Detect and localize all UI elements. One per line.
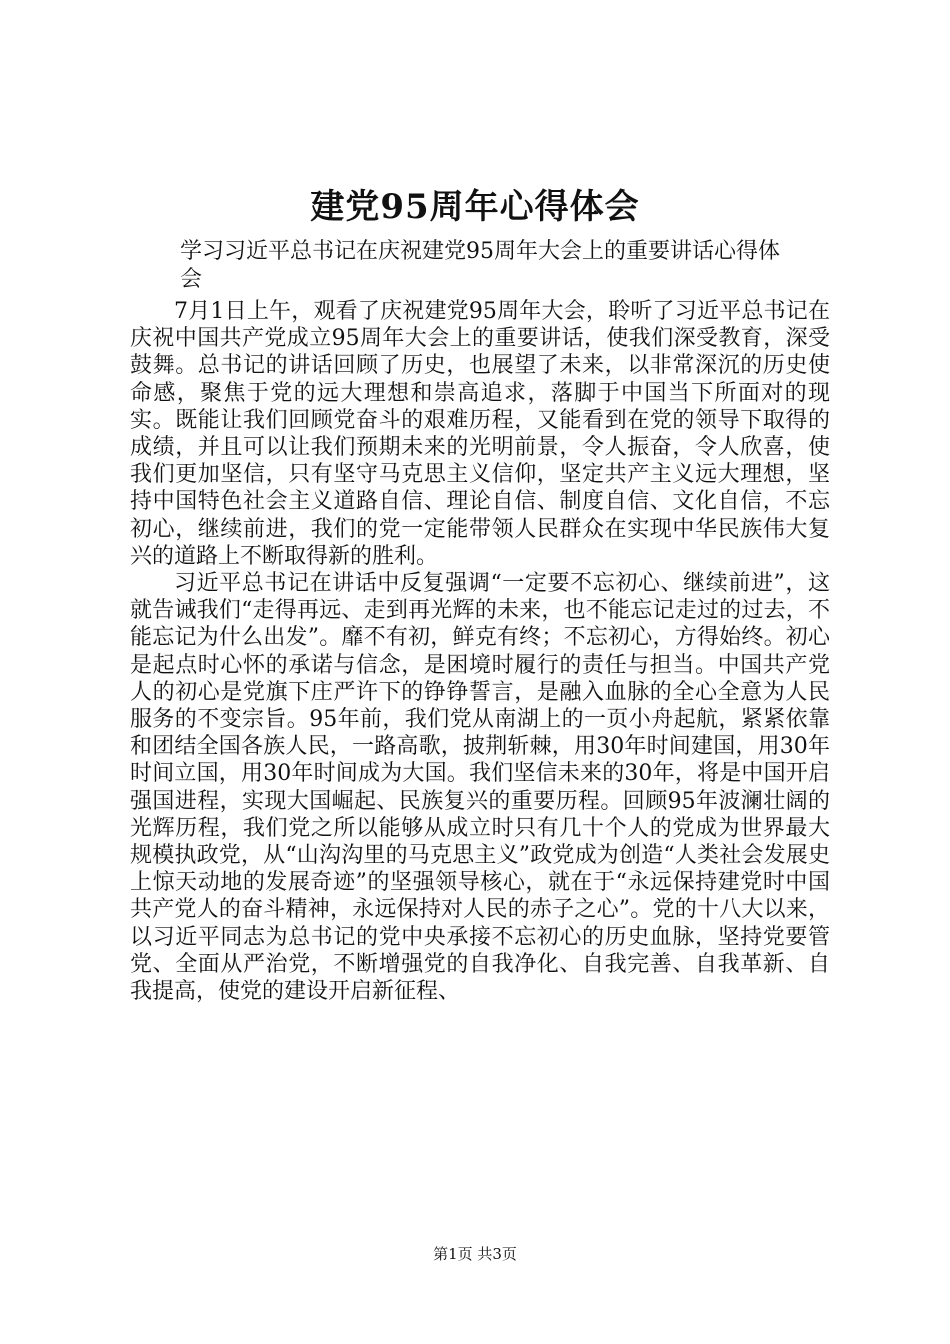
paragraph: 7月1日上午，观看了庆祝建党95周年大会，聆听了习近平总书记在庆祝中国共产党成立95周年大会上的重要讲话，使我们深受教育，深受鼓舞。总书记的讲话回顾了历史，也展望了未来，以非常深沉的历史使命感，聚焦于党的远大理想和崇高追求，落脚于中国当下所面对的现实。既能让我们回顾党奋斗的艰难历程，又能看到在党的领导下取得的成绩，并且可以让我们预期未来的光明前景，令人振奋，令人欣喜，使我们更加坚信，只有坚守马克思主义信仰，坚定共产主义远大理想，坚持中国特色社会主义道路自信、理论自信、制度自信、文化自信，不忘初心，继续前进，我们的党一定能带领人民群众在实现中华民族伟大复兴的道路上不断取得新的胜利。 bbox=[130, 299, 830, 569]
document-subtitle: 学习习近平总书记在庆祝建党95周年大会上的重要讲话心得体会 bbox=[180, 239, 780, 292]
document-body bbox=[130, 298, 830, 1005]
page-number: 第1页 共3页 bbox=[433, 1245, 517, 1263]
paragraph: 习近平总书记在讲话中反复强调“一定要不忘初心、继续前进”，这就告诫我们“走得再远、走到再光辉的未来，也不能忘记走过的过去，不能忘记为什么出发”。靡不有初，鲜克有终；不忘初心，方得始终。初心是起点时心怀的承诺与信念，是困境时履行的责任与担当。中国共产党人的初心是党旗下庄严许下的铮铮誓言，是融入血脉的全心全意为人民服务的不变宗旨。95年前，我们党从南湖上的一页小舟起航，紧紧依靠和团结全国各族人民，一路高歌，披荆斩棘，用30年时间建国，用30年时间立国，用30年时间成为大国。我们坚信未来的30年，将是中国开启强国进程，实现大国崛起、民族复兴的重要历程。回顾95年波澜壮阔的光辉历程，我们党之所以能够从成立时只有几十个人的党成为世界最大规模执政党，从“山沟沟里的马克思主义”政党成为创造“人类社会发展史上惊天动地的发展奇迹”的坚强领导核心，就在于“永远保持建党时中国共产党人的奋斗精神，永远保持对人民的赤子之心”。党的十八大以来，以习近平同志为总书记的党中央承接不忘初心的历史血脉，坚持党要管党、全面从严治党，不断增强党的自我净化、自我完善、自我革新、自我提高，使党的建设开启新征程、 bbox=[130, 571, 830, 1005]
document-title: 建党95周年心得体会 bbox=[310, 187, 640, 227]
